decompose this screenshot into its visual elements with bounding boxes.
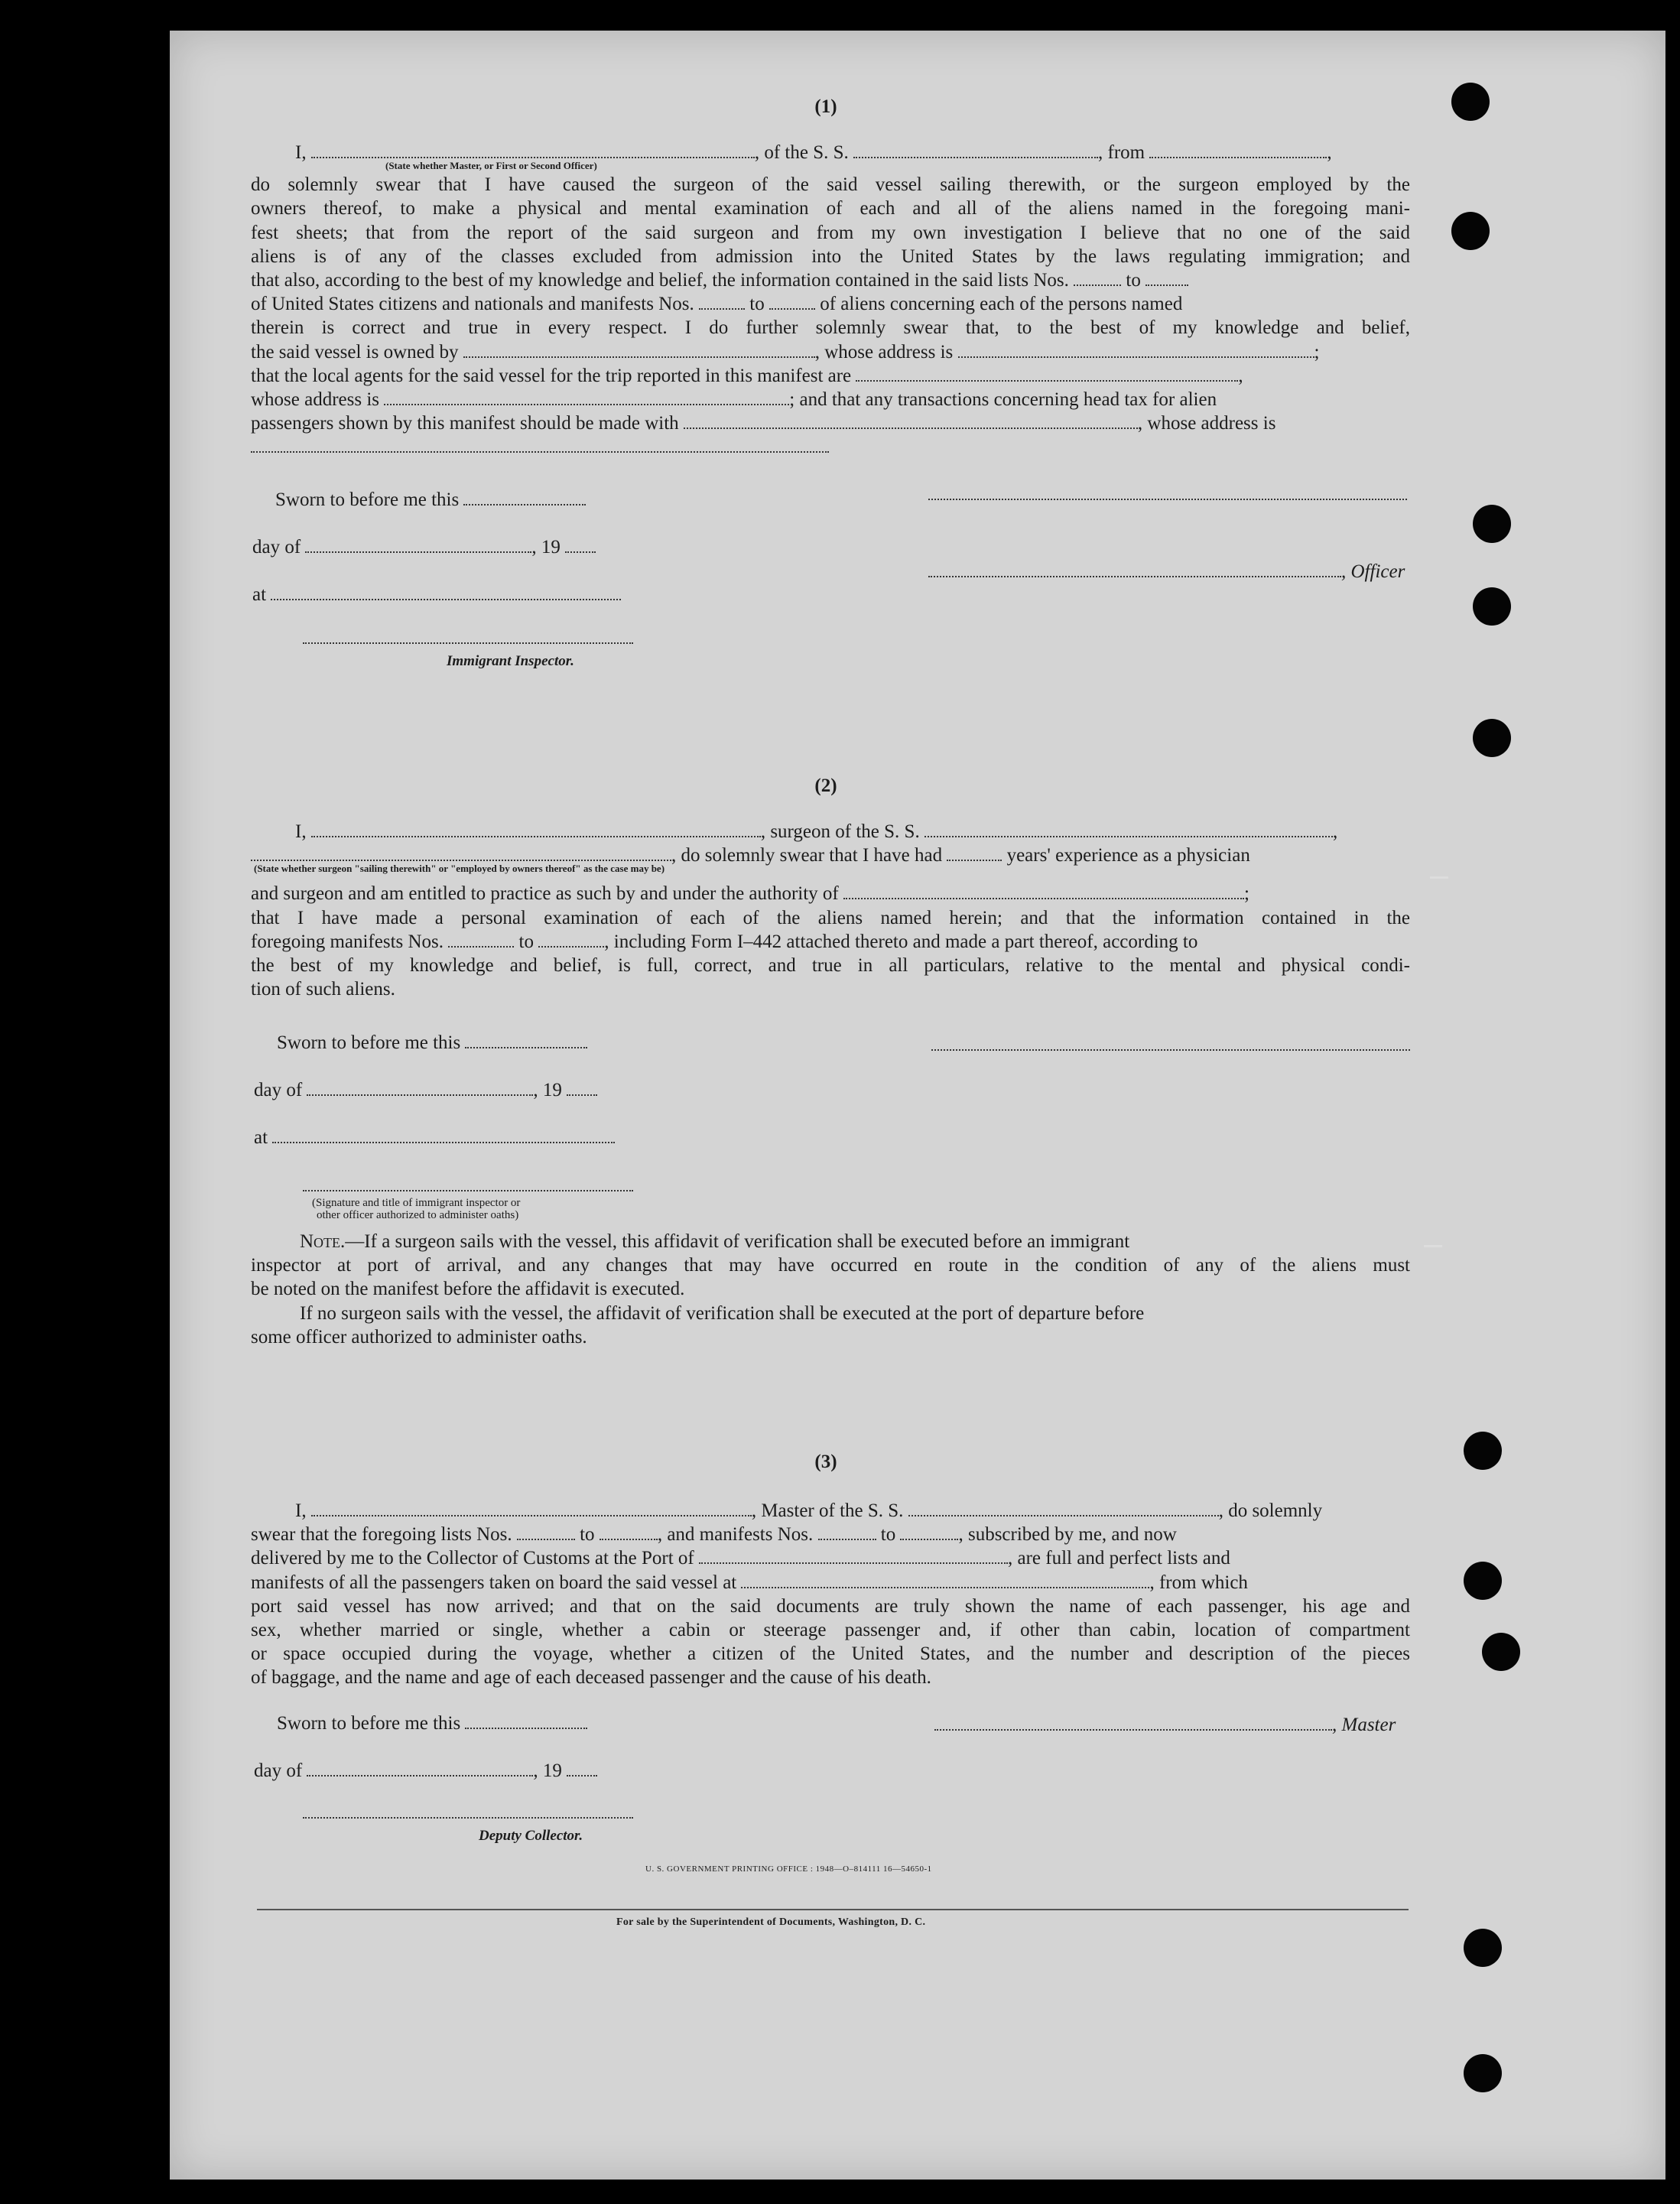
note-line: inspector at port of arrival, and any changes that may have occurred en route in the condition of any of the aliens must [251, 1255, 1410, 1276]
agents-field[interactable] [856, 366, 1238, 382]
manifests-from-field[interactable] [818, 1525, 876, 1540]
footer-rule [257, 1909, 1409, 1910]
at-line: at [254, 1127, 615, 1149]
sworn-line: Sworn to before me this [275, 489, 586, 511]
officer-rank-caption: (State whether Master, or First or Second Officer) [385, 160, 597, 172]
inspector-signature-line[interactable] [303, 642, 633, 644]
list-to-field[interactable] [1145, 271, 1188, 286]
years-field[interactable] [947, 846, 1002, 861]
manifests-to-field[interactable] [900, 1525, 958, 1540]
manifest-to-field[interactable] [769, 294, 815, 310]
note-line: Note.—If a surgeon sails with the vessel, this affidavit of verification shall be executed before an immigrant [300, 1231, 1130, 1252]
day-of-line: day of , 19 [254, 1080, 597, 1101]
master-line: I, , Master of the S. S. , do solemnly [295, 1500, 1323, 1521]
port-from-field[interactable] [1149, 143, 1327, 158]
examination-line: that I have made a personal examination of each of the aliens named herein; and that the information contained in the [251, 907, 1410, 928]
owner-line: the said vessel is owned by , whose address is ; [251, 341, 1320, 362]
port-line: delivered by me to the Collector of Customs at the Port of , are full and perfect lists and [251, 1548, 1230, 1569]
officer-name-line[interactable] [928, 499, 1407, 500]
manifest-from-field[interactable] [699, 294, 745, 310]
binder-hole [1473, 719, 1511, 757]
oath-body-line: aliens is of any of the classes excluded from admission into the United States by the laws regulating immigration; and [251, 245, 1410, 267]
list-from-field[interactable] [1074, 271, 1121, 286]
deputy-caption: Deputy Collector. [479, 1828, 583, 1844]
note-line: If no surgeon sails with the vessel, the affidavit of verification shall be executed at the port of departure before [300, 1302, 1145, 1324]
year-field[interactable] [567, 1081, 597, 1096]
agents-line: that the local agents for the said vessel for the trip reported in this manifest are , [251, 365, 1243, 386]
surgeon-manifest-to-field[interactable] [538, 932, 604, 948]
citizens-line: of United States citizens and nationals and manifests Nos. to of aliens concerning each of the persons named [251, 294, 1183, 315]
inspector-caption: Immigrant Inspector. [447, 653, 574, 669]
year-field[interactable] [567, 1761, 597, 1777]
binder-hole [1464, 1432, 1502, 1470]
boarding-port-field[interactable] [741, 1573, 1149, 1588]
place-field[interactable] [271, 585, 621, 600]
deputy-signature-line[interactable] [303, 1817, 633, 1819]
oath-body-line: do solemnly swear that I have caused the surgeon of the said vessel sailing therewith, or the surgeon employed by the [251, 174, 1410, 196]
best-knowledge-line: the best of my knowledge and belief, is full, correct, and true in all particulars, relative to the mental and physical condi- [251, 955, 1410, 977]
binder-hole [1473, 505, 1511, 543]
port-field[interactable] [699, 1549, 1008, 1564]
surgeon-signature-line[interactable] [931, 1049, 1410, 1051]
binder-hole [1473, 587, 1511, 626]
signature-caption: (Signature and title of immigrant inspector or [312, 1197, 521, 1209]
head-tax-agent-field[interactable] [684, 414, 1138, 429]
lists-to-field[interactable] [600, 1525, 658, 1540]
binder-hole [1464, 1929, 1502, 1967]
binder-hole [1464, 2054, 1502, 2092]
sworn-day-field[interactable] [463, 490, 586, 505]
printing-office-line: U. S. GOVERNMENT PRINTING OFFICE : 1948—O–814111 16—54650-1 [645, 1864, 932, 1874]
binder-hole [1451, 212, 1490, 250]
inspector-signature-line[interactable] [303, 1190, 633, 1191]
experience-line: , do solemnly swear that I have had years' experience as a physician [251, 844, 1410, 867]
sworn-line: Sworn to before me this [277, 1713, 587, 1734]
year-field[interactable] [565, 538, 596, 553]
officer-signature: , Officer [928, 561, 1405, 583]
body-line: of baggage, and the name and age of each deceased passenger and the cause of his death. [251, 1667, 931, 1689]
month-field[interactable] [307, 1761, 533, 1777]
master-vessel-field[interactable] [908, 1501, 1219, 1516]
sworn-line: Sworn to before me this [277, 1032, 587, 1054]
lists-line: swear that the foregoing lists Nos. to , and manifests Nos. to , subscribed by me, and now [251, 1524, 1177, 1546]
month-field[interactable] [305, 538, 531, 553]
oath-lists-line: that also, according to the best of my knowledge and belief, the information contained in the said lists Nos. to [251, 268, 1410, 292]
oath-body-line: owners thereof, to make a physical and mental examination of each and all of the aliens named in the foregoing mani- [251, 198, 1410, 219]
agents-address-line: whose address is ; and that any transactions concerning head tax for alien [251, 389, 1217, 411]
surgeon-manifest-from-field[interactable] [448, 932, 514, 948]
owner-address-field[interactable] [958, 343, 1314, 358]
day-of-line: day of , 19 [254, 1760, 597, 1782]
master-name-field[interactable] [311, 1501, 752, 1516]
sworn-day-field[interactable] [465, 1033, 587, 1048]
authority-line: and surgeon and am entitled to practice as such by and under the authority of ; [251, 883, 1249, 905]
margin-tick [1430, 876, 1448, 879]
surgeon-vessel-field[interactable] [924, 822, 1333, 837]
day-of-line: day of , 19 [252, 537, 596, 558]
manifests-line: foregoing manifests Nos. to , including Form I–442 attached thereto and made a part thereof, according to [251, 931, 1198, 952]
section-1 [251, 141, 1410, 460]
binder-hole [1464, 1562, 1502, 1600]
sale-line: For sale by the Superintendent of Documents, Washington, D. C. [616, 1916, 926, 1928]
correct-line: therein is correct and true in every respect. I do further solemnly swear that, to the best of my knowledge and belief, [251, 317, 1410, 339]
section-2 [251, 820, 1410, 1001]
section-3-number: (3) [814, 1451, 837, 1472]
note-block [251, 1230, 1410, 1349]
master-signature: , Master [934, 1715, 1396, 1736]
binder-hole [1451, 83, 1490, 121]
head-tax-line: passengers shown by this manifest should be made with , whose address is [251, 413, 1276, 434]
section-2-number: (2) [814, 775, 837, 796]
sworn-day-field[interactable] [465, 1714, 587, 1729]
such-aliens-line: tion of such aliens. [251, 979, 395, 1000]
agents-address-field[interactable] [384, 390, 789, 405]
master-signature-field[interactable] [934, 1715, 1332, 1731]
body-line: port said vessel has now arrived; and that on the said documents are truly shown the name of each passenger, his age and [251, 1595, 1410, 1617]
section-1-number: (1) [814, 96, 837, 117]
at-line: at [252, 584, 621, 606]
section-3 [251, 1499, 1410, 1690]
boarded-line: manifests of all the passengers taken on board the said vessel at , from which [251, 1572, 1248, 1593]
binder-hole [1482, 1633, 1520, 1671]
lists-from-field[interactable] [517, 1525, 575, 1540]
note-line: some officer authorized to administer oaths. [251, 1326, 587, 1347]
surgeon-name-field[interactable] [311, 822, 761, 837]
vessel-name-field[interactable] [853, 143, 1098, 158]
note-line: be noted on the manifest before the affidavit is executed. [251, 1279, 685, 1300]
surgeon-type-caption: (State whether surgeon "sailing therewith" or "employed by owners thereof" as the case may be) [254, 863, 665, 875]
authority-field[interactable] [843, 884, 1244, 899]
signature-caption: other officer authorized to administer oaths) [317, 1209, 519, 1221]
head-tax-address-field[interactable] [251, 437, 829, 453]
margin-tick [1424, 1245, 1442, 1247]
officer-signature-field[interactable] [928, 562, 1341, 577]
officer-name-field[interactable] [311, 143, 755, 158]
surgeon-line: I, , surgeon of the S. S. , [295, 821, 1338, 842]
place-field[interactable] [272, 1128, 615, 1143]
body-line: or space occupied during the voyage, whether a citizen of the United States, and the number and description of the pieces [251, 1643, 1410, 1665]
surgeon-type-field[interactable] [251, 846, 671, 861]
owner-field[interactable] [463, 343, 815, 358]
oath-body-line: fest sheets; that from the report of the said surgeon and from my own investigation I believe that no one of the said [251, 222, 1410, 243]
section-1-oath-line: I, , of the S. S. , from , [295, 142, 1332, 163]
body-line: sex, whether married or single, whether a cabin or steerage passenger and, if other than cabin, location of compartment [251, 1620, 1410, 1641]
month-field[interactable] [307, 1081, 533, 1096]
